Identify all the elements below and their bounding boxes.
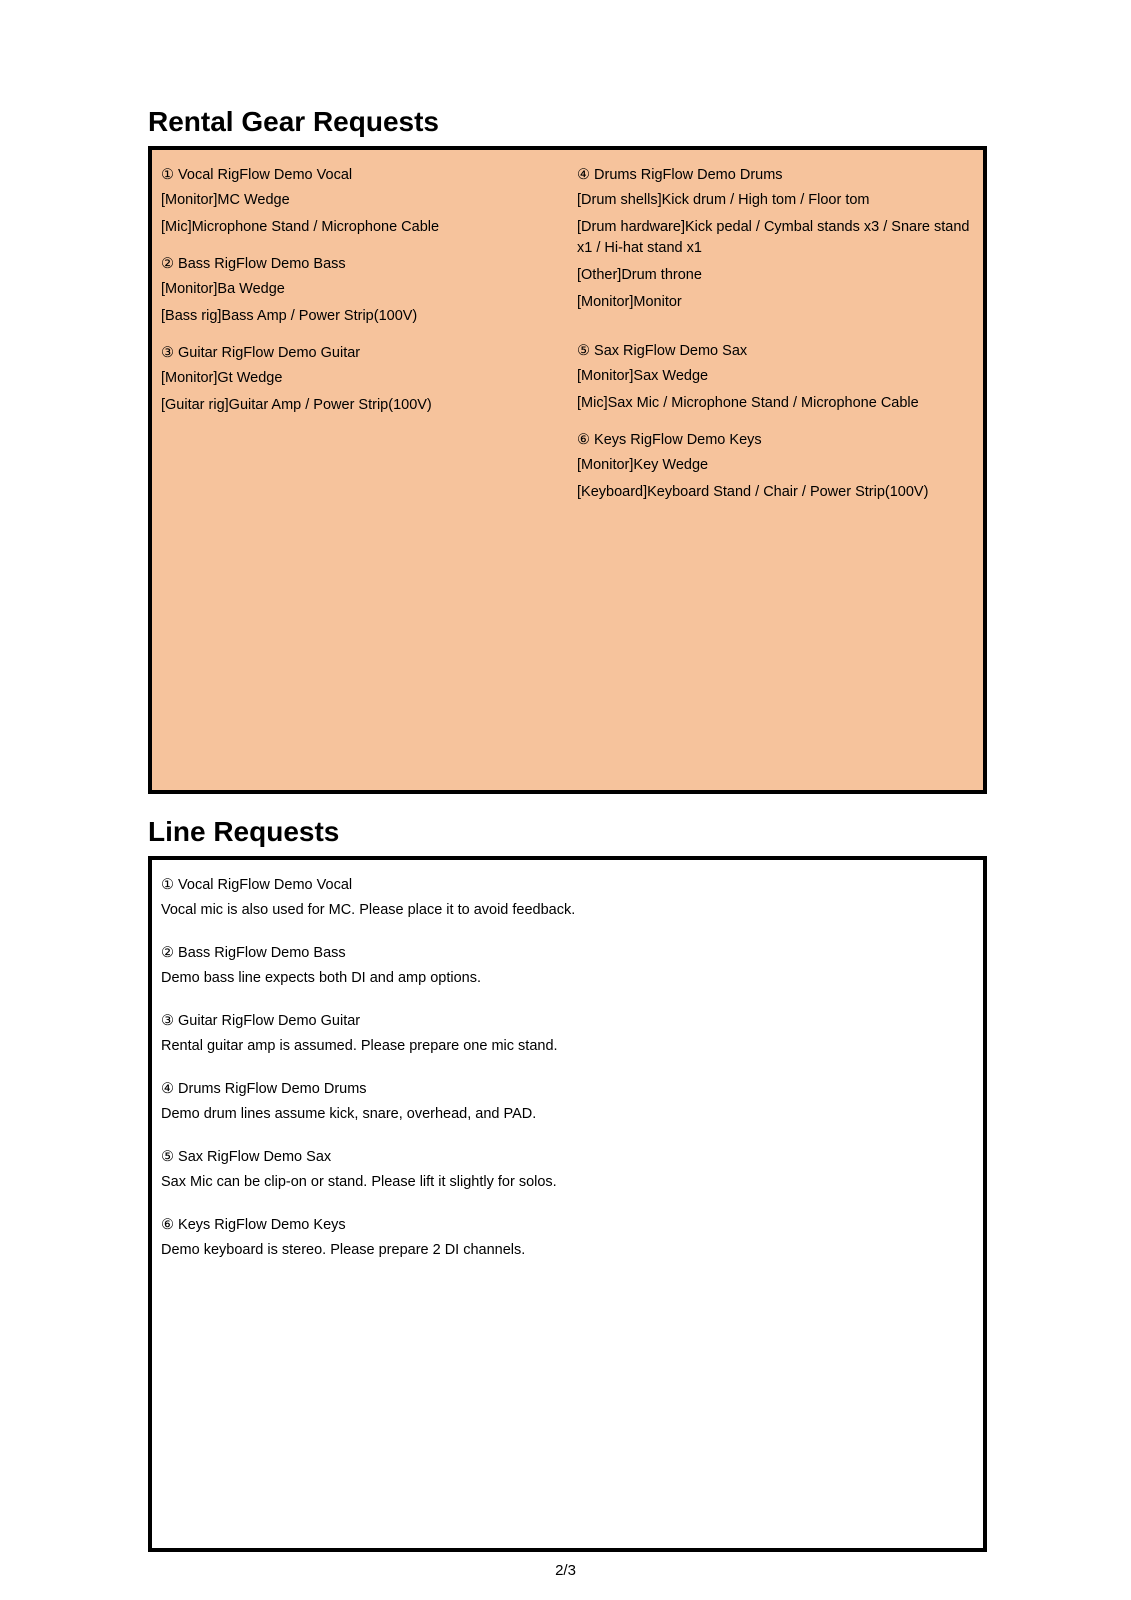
rental-entry bbox=[577, 165, 977, 313]
rental-entry-item: [Drum shells]Kick drum / High tom / Floor tom bbox=[577, 192, 870, 208]
line-entry-note: Sax Mic can be clip-on or stand. Please lift it slightly for solos. bbox=[161, 1174, 557, 1190]
line-entry-heading: ② Bass RigFlow Demo Bass bbox=[161, 945, 346, 961]
rental-entry-item: [Monitor]Gt Wedge bbox=[161, 370, 283, 386]
rental-entry-heading: ① Vocal RigFlow Demo Vocal bbox=[161, 167, 353, 183]
line-entry-note: Rental guitar amp is assumed. Please prepare one mic stand. bbox=[161, 1038, 558, 1054]
rental-entry bbox=[161, 254, 561, 327]
rental-gear-left-column bbox=[161, 165, 561, 432]
rental-entry bbox=[161, 343, 561, 416]
rental-entry-heading: ⑥ Keys RigFlow Demo Keys bbox=[577, 432, 762, 448]
rental-entry-item: [Monitor]Sax Wedge bbox=[577, 368, 709, 384]
line-entry bbox=[161, 1215, 971, 1261]
line-requests-panel bbox=[148, 856, 987, 1552]
rental-entry bbox=[161, 165, 561, 238]
rental-entry-item: [Monitor]MC Wedge bbox=[161, 192, 290, 208]
rental-entry-heading: ⑤ Sax RigFlow Demo Sax bbox=[577, 343, 748, 359]
rental-entry bbox=[577, 341, 977, 414]
line-entry-heading: ④ Drums RigFlow Demo Drums bbox=[161, 1081, 367, 1097]
line-entry-heading: ⑥ Keys RigFlow Demo Keys bbox=[161, 1217, 346, 1233]
page-number: 2/3 bbox=[555, 1562, 576, 1579]
line-entry bbox=[161, 1079, 971, 1125]
line-entry-note: Demo drum lines assume kick, snare, overhead, and PAD. bbox=[161, 1106, 537, 1122]
line-entry-note: Vocal mic is also used for MC. Please place it to avoid feedback. bbox=[161, 902, 576, 918]
rental-entry-item: [Keyboard]Keyboard Stand / Chair / Power Strip(100V) bbox=[577, 484, 929, 500]
rental-entry-heading: ④ Drums RigFlow Demo Drums bbox=[577, 167, 783, 183]
rental-entry-item: [Monitor]Ba Wedge bbox=[161, 281, 285, 297]
rental-entry-item: [Drum hardware]Kick pedal / Cymbal stands x3 / Snare stand x1 / Hi-hat stand x1 bbox=[577, 219, 970, 256]
line-entry bbox=[161, 1147, 971, 1193]
line-entry-heading: ① Vocal RigFlow Demo Vocal bbox=[161, 877, 353, 893]
rental-entry-item: [Bass rig]Bass Amp / Power Strip(100V) bbox=[161, 308, 418, 324]
line-entry-note: Demo bass line expects both DI and amp options. bbox=[161, 970, 481, 986]
rental-entry-item: [Guitar rig]Guitar Amp / Power Strip(100V) bbox=[161, 397, 432, 413]
line-entry bbox=[161, 875, 971, 921]
line-requests-title: Line Requests bbox=[148, 816, 340, 847]
rental-entry bbox=[577, 430, 977, 503]
rental-gear-right-column bbox=[577, 165, 977, 519]
line-entry-heading: ⑤ Sax RigFlow Demo Sax bbox=[161, 1149, 332, 1165]
line-entry bbox=[161, 1011, 971, 1057]
rental-gear-panel bbox=[148, 146, 987, 794]
rental-gear-title: Rental Gear Requests bbox=[148, 106, 439, 137]
line-entry-heading: ③ Guitar RigFlow Demo Guitar bbox=[161, 1013, 361, 1029]
line-entry bbox=[161, 943, 971, 989]
rental-entry-heading: ② Bass RigFlow Demo Bass bbox=[161, 256, 346, 272]
rental-entry-item: [Mic]Microphone Stand / Microphone Cable bbox=[161, 219, 440, 235]
rental-entry-item: [Other]Drum throne bbox=[577, 267, 702, 283]
rental-entry-item: [Monitor]Monitor bbox=[577, 294, 682, 310]
rental-entry-item: [Mic]Sax Mic / Microphone Stand / Microphone Cable bbox=[577, 395, 919, 411]
rental-entry-heading: ③ Guitar RigFlow Demo Guitar bbox=[161, 345, 361, 361]
line-requests-column bbox=[161, 875, 971, 1283]
rental-entry-item: [Monitor]Key Wedge bbox=[577, 457, 709, 473]
line-entry-note: Demo keyboard is stereo. Please prepare 2 DI channels. bbox=[161, 1242, 526, 1258]
